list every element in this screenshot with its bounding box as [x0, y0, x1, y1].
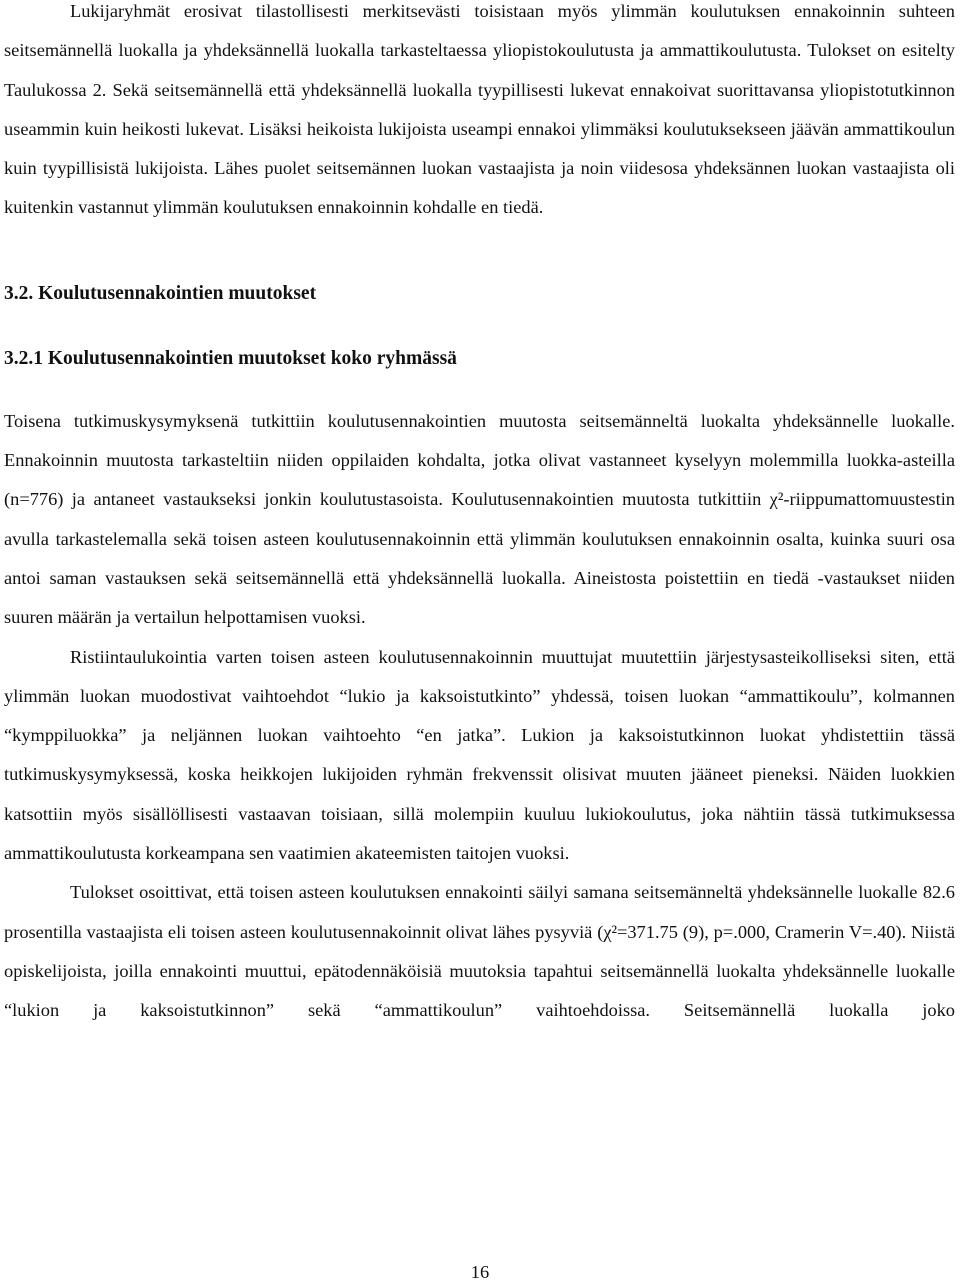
page-number: 16 [470, 1262, 490, 1282]
document-page [4, 0, 955, 1031]
body-paragraph-2: Ristiintaulukointia varten toisen asteen koulutusennakoinnin muuttujat muutettiin järjestysasteikolliseksi siten, että ylimmän luokan muodostivat vaihtoehdot “lukio ja kaksoistutkinto” yhdessä, toisen luokan “ammattikoulu”, kolmannen “kymppiluokka” ja neljännen luokan vaihtoehto “en jatka”. Lukion ja kaksoistutkinnon luokat yhdistettiin tässä tutkimuskysymyksessä, koska heikkojen lukijoiden ryhmän frekvenssit olisivat muuten jääneet pieneksi. Näiden luokkien katsottiin myös sisällöllisesti vastaavan toisiaan, sillä molempiin kuuluu lukiokoulutus, joka nähtiin tässä tutkimuksessa ammattikoulutusta korkeampana sen vaatimien akateemisten taitojen vuoksi. [4, 646, 955, 864]
section-heading: 3.2. Koulutusennakointien muutokset [4, 282, 317, 304]
body-paragraph-3: Tulokset osoittivat, että toisen asteen koulutuksen ennakointi säilyi samana seitsemänneltä yhdeksännelle luokalle 82.6 prosentilla vastaajista eli toisen asteen koulutusennakoinnit olivat lähes pysyviä (χ²=371.75 (9), p=.000, Cramerin V=.40). Niistä opiskelijoista, joilla ennakointi muuttui, epätodennäköisiä muutoksia tapahtui seitsemännellä luokalta yhdeksännelle luokalle “lukion ja kaksoistutkinnon” sekä “ammattikoulun” vaihtoehdoissa. Seitsemännellä luokalla joko [4, 882, 955, 1021]
body-paragraph-1: Toisena tutkimuskysymyksenä tutkittiin koulutusennakointien muutosta seitsemänneltä luokalta yhdeksännelle luokalle. Ennakoinnin muutosta tarkasteltiin niiden oppilaiden kohdalta, jotka olivat vastanneet kyselyyn molemmilla luokka-asteilla (n=776) ja antaneet vastaukseksi jonkin koulutustasoista. Koulutusennakointien muutosta tutkittiin χ²-riippumattomuustestin avulla tarkastelemalla sekä toisen asteen koulutusennakoinnin että ylimmän koulutuksen ennakoinnin osalta, kuinka suuri osa antoi saman vastauksen sekä seitsemännellä että yhdeksännellä luokalla. Aineistosta poistettiin en tiedä -vastaukset niiden suuren määrän ja vertailun helpottamisen vuoksi. [4, 410, 955, 628]
intro-paragraph: Lukijaryhmät erosivat tilastollisesti merkitsevästi toisistaan myös ylimmän koulutuksen ennakoinnin suhteen seitsemännellä luokalla ja yhdeksännellä luokalla tarkasteltaessa yliopistokoulutusta ja ammattikoulutusta. Tulokset on esitelty Taulukossa 2. Sekä seitsemännellä että yhdeksännellä luokalla tyypillisesti lukevat ennakoivat suorittavansa yliopistotutkinnon useammin kuin heikosti lukevat. Lisäksi heikoista lukijoista useampi ennakoi ylimmäksi koulutuksekseen jäävän ammattikoulun kuin tyypillisistä lukijoista. Lähes puolet seitsemännen luokan vastaajista ja noin viidesosa yhdeksännen luokan vastaajista oli kuitenkin vastannut ylimmän koulutuksen ennakoinnin kohdalle en tiedä. [4, 1, 955, 218]
subsection-heading: 3.2.1 Koulutusennakointien muutokset koko ryhmässä [4, 347, 457, 369]
